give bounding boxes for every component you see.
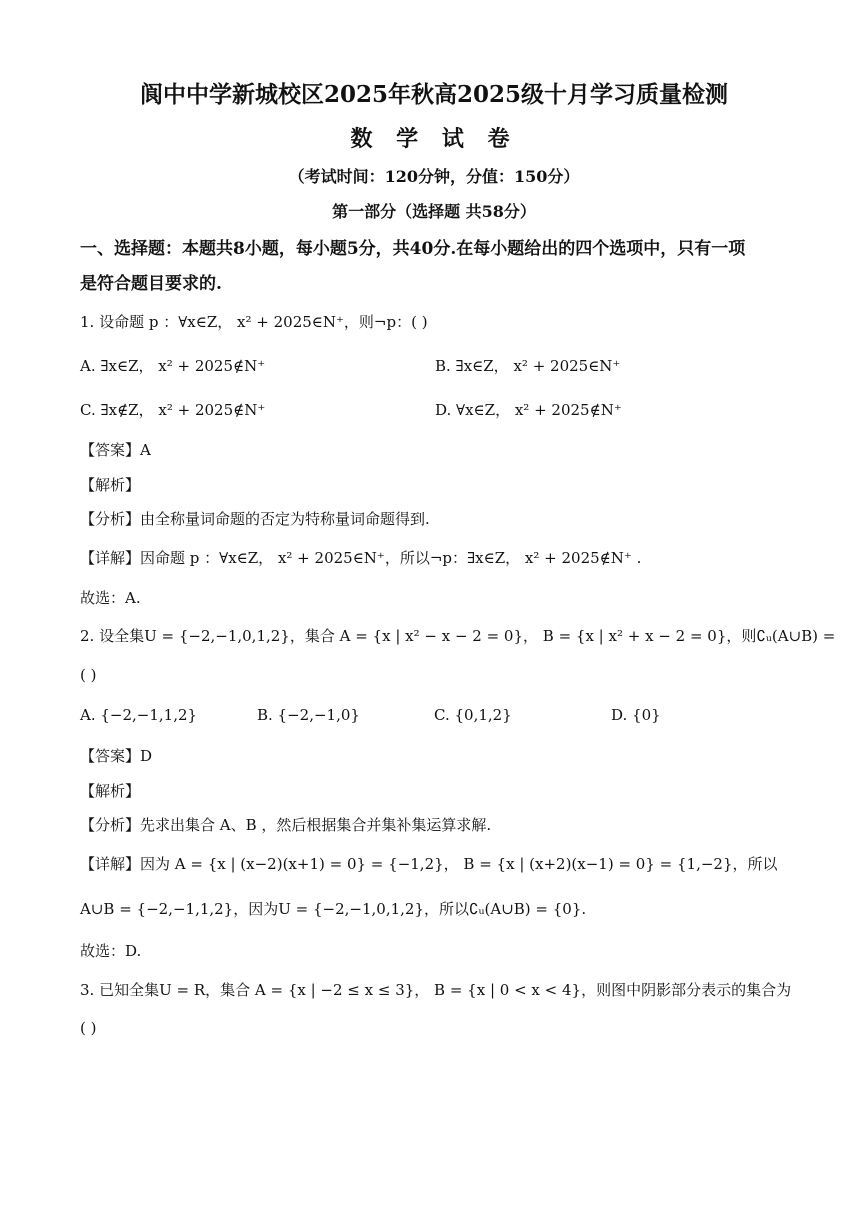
q1-answer: 【答案】A bbox=[80, 441, 151, 459]
section-heading-line1: 一、选择题：本题共8小题，每小题5分，共40分.在每小题给出的四个选项中，只有一项 bbox=[80, 239, 746, 259]
q1-option-c: C. ∃x∉Z， x² + 2025∉N⁺ bbox=[80, 401, 266, 419]
q2-detail-line1: 【详解】因为 A = {x | (x−2)(x+1) = 0} = {−1,2}， B = {x | (x+2)(x−1) = 0} = {1,−2}，所以 bbox=[80, 855, 778, 873]
exam-title: 阆中中学新城校区2025年秋高2025级十月学习质量检测 bbox=[139, 81, 729, 108]
q1-choice: 故选：A. bbox=[80, 589, 141, 607]
q2-choice: 故选：D. bbox=[80, 942, 142, 960]
q1-stem: 1. 设命题 p ：∀x∈Z， x² + 2025∈N⁺，则¬p：( ) bbox=[80, 313, 428, 331]
q1-analysis-label: 【解析】 bbox=[80, 476, 141, 494]
exam-info: （考试时间：120分钟，分值：150分） bbox=[288, 167, 580, 186]
q2-analysis-label: 【解析】 bbox=[80, 782, 141, 800]
q3-paren: ( ) bbox=[80, 1019, 97, 1037]
q2-detail-line2: A∪B = {−2,−1,1,2}，因为U = {−2,−1,0,1,2}，所以∁ᵤ(A∪B) = {0}. bbox=[80, 900, 587, 918]
q3-stem: 3. 已知全集U = R，集合 A = {x | −2 ≤ x ≤ 3}， B = {x | 0 < x < 4}，则图中阴影部分表示的集合为 bbox=[80, 981, 792, 999]
part-title: 第一部分（选择题 共58分） bbox=[332, 202, 536, 221]
q1-detail: 【详解】因命题 p ：∀x∈Z， x² + 2025∈N⁺，所以¬p：∃x∈Z， x² + 2025∉N⁺ . bbox=[80, 549, 642, 567]
q1-option-a: A. ∃x∈Z， x² + 2025∉N⁺ bbox=[80, 357, 266, 375]
section-heading-line2: 是符合题目要求的. bbox=[80, 274, 222, 294]
q2-stem: 2. 设全集U = {−2,−1,0,1,2}，集合 A = {x | x² − x − 2 = 0}， B = {x | x² + x − 2 = 0}，则∁ᵤ(A∪B) = bbox=[80, 627, 836, 645]
q2-option-d: D. {0} bbox=[611, 706, 661, 724]
q1-option-d: D. ∀x∈Z， x² + 2025∉N⁺ bbox=[435, 401, 622, 419]
q2-option-c: C. {0,1,2} bbox=[434, 706, 512, 724]
q1-fenxi: 【分析】由全称量词命题的否定为特称量词命题得到. bbox=[80, 510, 430, 528]
q1-option-b: B. ∃x∈Z， x² + 2025∈N⁺ bbox=[435, 357, 621, 375]
subject-title: 数 学 试 卷 bbox=[350, 126, 518, 152]
q2-fenxi: 【分析】先求出集合 A、B ，然后根据集合并集补集运算求解. bbox=[80, 816, 492, 834]
q2-option-a: A. {−2,−1,1,2} bbox=[80, 706, 198, 724]
q2-answer: 【答案】D bbox=[80, 747, 153, 765]
q2-option-b: B. {−2,−1,0} bbox=[257, 706, 360, 724]
q2-paren: ( ) bbox=[80, 666, 97, 684]
